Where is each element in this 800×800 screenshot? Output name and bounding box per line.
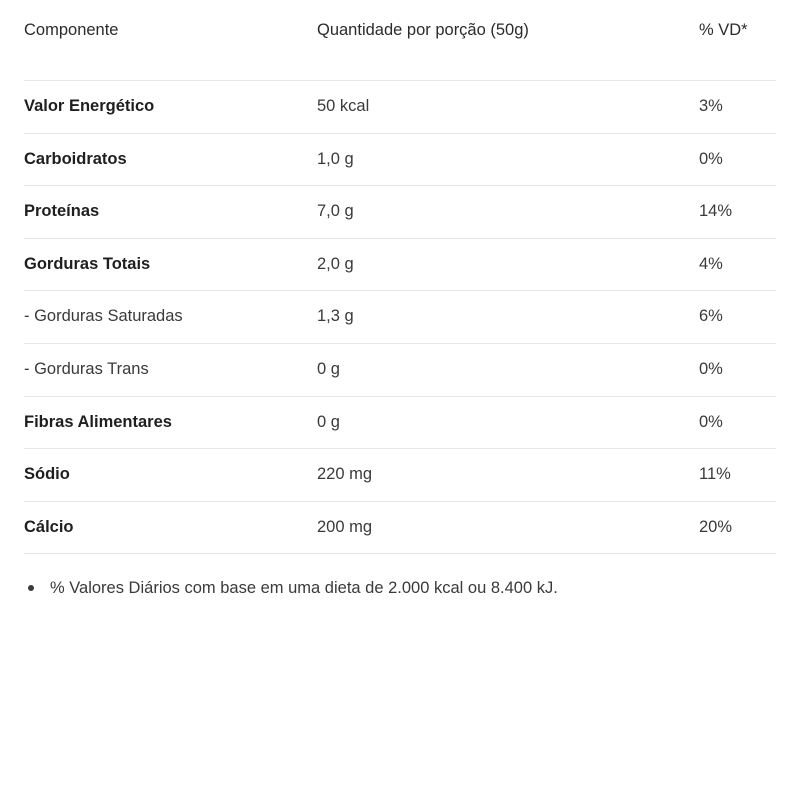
footnotes-list bbox=[24, 576, 776, 601]
row-daily-value: 6% bbox=[699, 291, 776, 344]
column-header-amount: Quantidade por porção (50g) bbox=[317, 0, 699, 81]
bullet-icon bbox=[28, 585, 34, 591]
row-label: - Gorduras Trans bbox=[24, 343, 317, 396]
column-header-daily-value: % VD* bbox=[699, 0, 776, 81]
row-amount: 0 g bbox=[317, 343, 699, 396]
row-label: Fibras Alimentares bbox=[24, 396, 317, 449]
table-row bbox=[24, 81, 776, 134]
row-label: Cálcio bbox=[24, 501, 317, 554]
row-amount: 200 mg bbox=[317, 501, 699, 554]
row-amount: 7,0 g bbox=[317, 186, 699, 239]
nutrition-table bbox=[24, 0, 776, 554]
table-row bbox=[24, 501, 776, 554]
table-header-row bbox=[24, 0, 776, 81]
table-header bbox=[24, 0, 776, 81]
list-item bbox=[24, 576, 776, 601]
row-amount: 1,3 g bbox=[317, 291, 699, 344]
row-label: - Gorduras Saturadas bbox=[24, 291, 317, 344]
row-amount: 2,0 g bbox=[317, 238, 699, 291]
row-daily-value: 11% bbox=[699, 449, 776, 502]
table-row bbox=[24, 238, 776, 291]
table-row bbox=[24, 449, 776, 502]
row-amount: 0 g bbox=[317, 396, 699, 449]
table-row bbox=[24, 291, 776, 344]
row-daily-value: 0% bbox=[699, 133, 776, 186]
table-row bbox=[24, 396, 776, 449]
row-label: Sódio bbox=[24, 449, 317, 502]
row-amount: 1,0 g bbox=[317, 133, 699, 186]
footnote-text: % Valores Diários com base em uma dieta de 2.000 kcal ou 8.400 kJ. bbox=[50, 579, 558, 598]
row-daily-value: 20% bbox=[699, 501, 776, 554]
row-daily-value: 14% bbox=[699, 186, 776, 239]
row-daily-value: 0% bbox=[699, 396, 776, 449]
row-label: Gorduras Totais bbox=[24, 238, 317, 291]
row-label: Valor Energético bbox=[24, 81, 317, 134]
table-body bbox=[24, 81, 776, 554]
table-row bbox=[24, 133, 776, 186]
row-daily-value: 0% bbox=[699, 343, 776, 396]
table-row bbox=[24, 343, 776, 396]
row-label: Proteínas bbox=[24, 186, 317, 239]
table-row bbox=[24, 186, 776, 239]
row-daily-value: 4% bbox=[699, 238, 776, 291]
row-amount: 220 mg bbox=[317, 449, 699, 502]
row-label: Carboidratos bbox=[24, 133, 317, 186]
row-amount: 50 kcal bbox=[317, 81, 699, 134]
row-daily-value: 3% bbox=[699, 81, 776, 134]
column-header-component: Componente bbox=[24, 0, 317, 81]
